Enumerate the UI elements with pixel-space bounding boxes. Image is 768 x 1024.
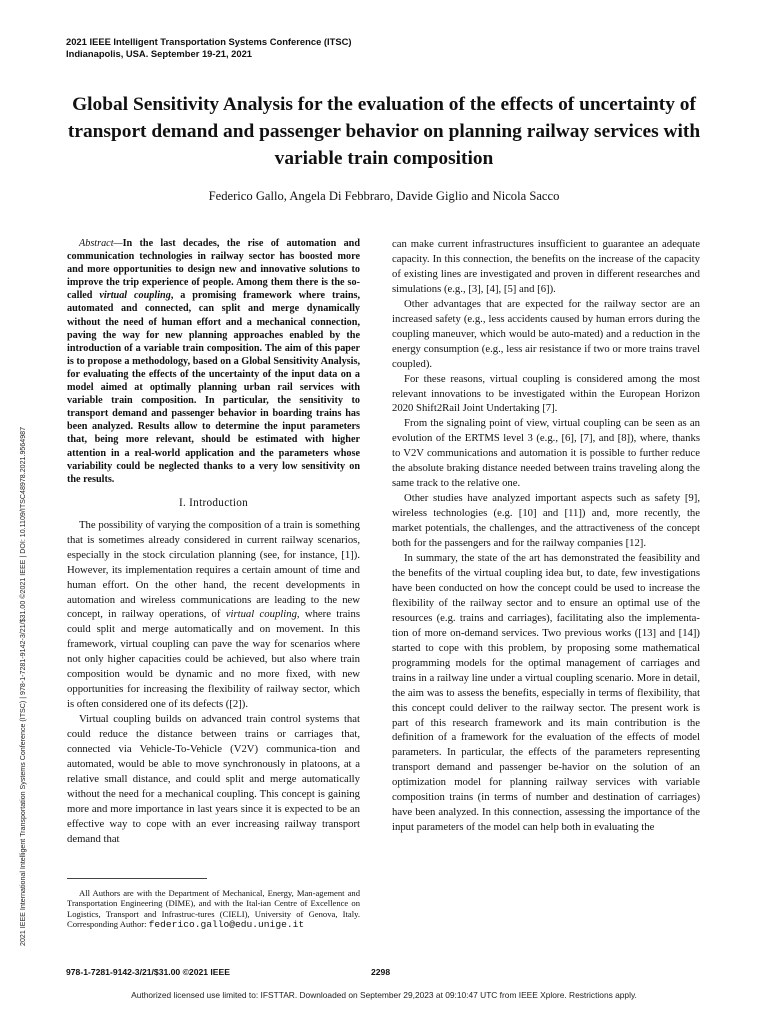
abstract-dash: — [113, 238, 123, 249]
abstract [67, 237, 360, 486]
author-email[interactable]: federico.gallo@edu.unige.it [148, 918, 305, 930]
section-heading-text: I. Introduction [178, 496, 249, 509]
intro-paragraph-1 [67, 518, 360, 712]
abstract-term: virtual coupling [99, 290, 171, 302]
right-paragraph-5: Other studies have analyzed important aspects such as safety [9], wireless technologies (e.g. [10] and [11]) and, more recently, the market potentials, the challenges, and the attractiveness of the concept both for the passengers and for the railway companies [12]. [392, 492, 700, 550]
isbn-line: 978-1-7281-9142-3/21/$31.00 ©2021 IEEE [66, 967, 231, 977]
footnote-rule [67, 878, 207, 879]
abstract-text-2: , a promising framework where trains, automated and connected, can split and merge dynamically without the need of human effort and a mechanical connection, paving the way for new planning approaches enabled by the introduction of a variable train composition. The aim of this paper is to propose a methodology, based on a Global Sensitivity Analysis, for evaluating the effects of the uncertainty of the input data on a model aimed at optimally planning urban rail services with variable train composition. In particular, the sensitivity to transport demand and passenger behavior in boarding trains has been analyzed. Results allow to determine the input parameters that, being more relevant, should be estimated with higher attention in a real-world application and the parameters whose variability could be neglected thanks to a very low sensitivity on the results. [67, 290, 360, 485]
section-heading [67, 496, 360, 511]
doi-sidebar: 2021 IEEE International Intelligent Transportation Systems Conference (ITSC) | 978-1-7281-9142-3/21/$31.00 ©2021 IEEE | DOI: 10.1109/ITSC48978.2021.9564987 [19, 426, 27, 946]
abstract-text-1: In the last decades, the rise of automation and communication technologies in railway sector has boosted more and more opportunities to design new and innovative solutions to improve the trip experience of people. Among them there is the so-called [67, 238, 360, 302]
license-notice: Authorized licensed use limited to: IFSTTAR. Downloaded on September 29,2023 at 09:10:47 UTC from IEEE Xplore. Restrictions apply. [131, 990, 637, 1000]
paper-title: Global Sensitivity Analysis for the evaluation of the effects of uncertainty of transport demand and passenger behavior on planning railway services with variable train composition [67, 94, 701, 169]
footnote [67, 888, 360, 930]
intro-paragraph-2: Virtual coupling builds on advanced train control systems that could reduce the distance between trains or carriages that, connected via Vehicle-To-Vehicle (V2V) communica-tion and automated, would be able to move synchronously in platoons, at a relative small distance, and could split and merge automatically without the need for a mechanical coupling. This concept is gaining more and more importance in last years since it is expected to be an effective way to cope with an ever increasing railway transport demand that [67, 713, 360, 845]
right-paragraph-3: For these reasons, virtual coupling is considered among the most relevant innovations to be investigated within the European Horizon 2020 Shift2Rail Joint Undertaking [7]. [392, 372, 700, 415]
right-paragraph-1: can make current infrastructures insufficient to guarantee an adequate capacity. In this connection, the benefits on the increase of the capacity of existing lines are investigated and proven in different researches and simulations (e.g., [3], [4], [5] and [6]). [392, 238, 700, 295]
left-column [67, 237, 360, 847]
conference-header [66, 36, 352, 59]
page-number: 2298 [371, 967, 391, 977]
intro-p1-text-a: The possibility of varying the composition of a train is something that is sometimes already considered in current railway scenarios, especially in the stock circulation planning (see, for instance, [1]). However, its implementation requires a certain amount of time and human effort. On the other hand, the recent developments in automation and wireless communications are leading to the new concept, in railway operations, of [67, 518, 360, 621]
right-paragraph-2: Other advantages that are expected for the railway sector are an increased safety (e.g., less accidents caused by human errors during the coupling maneuver, which would be auto-mated) and a reduction in the energy consumption (e.g., less air resistance if two or more trains travel coupled). [392, 297, 700, 370]
abstract-label: Abstract [79, 238, 114, 249]
conference-name: 2021 IEEE Intelligent Transportation Systems Conference (ITSC) [66, 36, 352, 47]
intro-p1-term: virtual coupling [225, 608, 297, 621]
right-paragraph-6: In summary, the state of the art has demonstrated the feasibility and the benefits of the virtual coupling idea but, to date, few investigations have been conducted on how the concept could be used to increase the flexibility of the railway sector and to ensure an optimal use of the resources (e.g. trains and carriages), facilitating also the implementa-tion of more on-demand services. Two previous works ([13] and [14]) started to cope with this problem, by proposing some mathematical programming models for the optimal management of carriages and trains in a railway line under a virtual coupling scenario. More in detail, the aim was to assess the benefits, especially in terms of flexibility, that this concept could deliver to the railway sector. The present work is part of this research framework and its main contribution is the definition of a framework for the evaluation of the effects of model parameters. In particular, the effects of the parameters representing transport demand and passenger be-havior on the solution of an optimization model for planning railway services with variable composition trains (in terms of number and destination of carriages) have been analyzed. In this connection, assessing the importance of the input parameters of the model can help both in evaluating the [392, 552, 700, 834]
right-column [392, 237, 700, 835]
intro-p1-text-b: , where trains could split and merge automatically and on movement. In this framework, virtual coupling can pave the way for scenarios where not only higher capacities could be achieved, but also where train composition would be dynamic and no more fixed, with new opportunities for increasing the flexibility of railway sector, which is often considered one of its defects ([2]). [67, 608, 360, 711]
conference-location: Indianapolis, USA. September 19-21, 2021 [66, 47, 253, 59]
right-paragraph-4: From the signaling point of view, virtual coupling can be seen as an evolution of the ERTMS level 3 (e.g., [6], [7], and [8]), where, thanks to V2V communications and automation it is possible to further reduce the absolute braking distance needed between trains traveling along the same track to the relative one. [392, 417, 700, 490]
author-list: Federico Gallo, Angela Di Febbraro, Davide Giglio and Nicola Sacco [208, 189, 560, 203]
footnote-text: All Authors are with the Department of Mechanical, Energy, Man-agement and Transportation Engineering (DIME), and with the Ital-ian Centre of Excellence on Logistics, Transport and Infrastruc-tures (CIELI), University of Genova, Italy. Corresponding Author: [67, 888, 360, 929]
